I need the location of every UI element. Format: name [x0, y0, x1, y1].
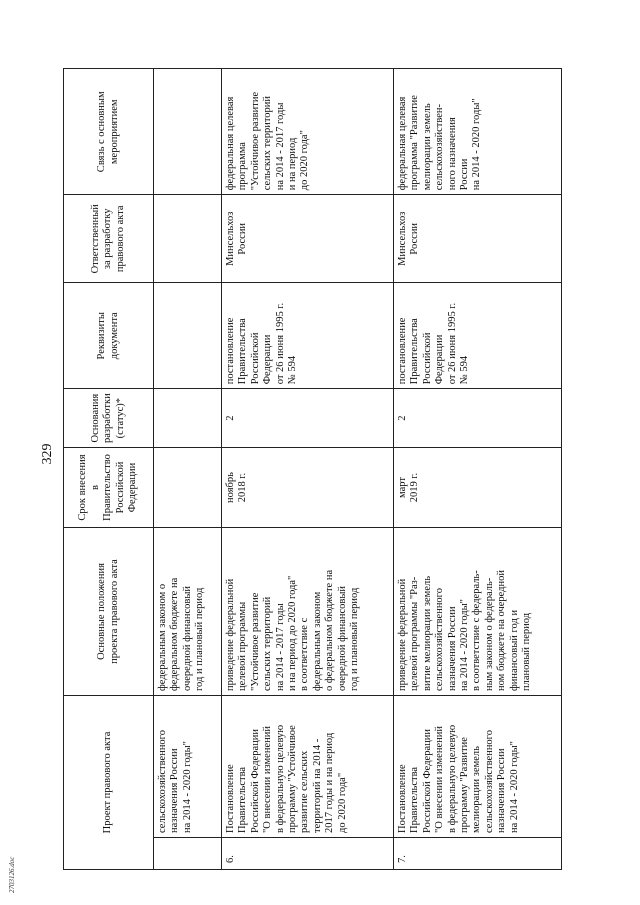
cell-requisites: постановление Правительства Российской Федерации от 26 июня 1995 г. № 594 — [222, 283, 394, 389]
header-provisions: Основные положения проекта правового акта — [64, 528, 154, 696]
cell-provisions: приведение федеральной целевой программы "Раз- витие мелиорации земель сельскохозяйственного назначения России на 2014 - 2020 годы" в соответствие с федераль- ным законом о федераль- ном бюджете на очередной финансовый год и плановый период — [394, 528, 562, 696]
cell-requisites — [154, 283, 222, 389]
legal-acts-table — [63, 68, 562, 870]
cell-link: федеральная целевая программа "Устойчивое развитие сельских территорий на 2014 - 2017 годы и на период до 2020 года" — [222, 69, 394, 195]
row-number: 7. — [394, 838, 562, 870]
cell-grounds: 2 — [394, 389, 562, 448]
table-row — [222, 69, 394, 870]
row-number: 6. — [222, 838, 394, 870]
cell-provisions: приведение федеральной целевой программы "Устойчивое развитие сельских территорий на 2014 - 2017 годы и на период до 2020 года" в соответствие с федеральным законом о федеральном бюджете на очередной финансовый год и плановый период — [222, 528, 394, 696]
row-number — [154, 838, 222, 870]
header-link: Связь с основным мероприятием — [64, 69, 154, 195]
cell-responsible: Минсельхоз России — [222, 195, 394, 283]
cell-responsible: Минсельхоз России — [394, 195, 562, 283]
cell-responsible — [154, 195, 222, 283]
table-header-row — [64, 69, 154, 870]
header-requisites: Реквизиты документа — [64, 283, 154, 389]
footer-doc-name: 2703126.doc — [8, 856, 16, 893]
cell-deadline — [154, 448, 222, 528]
header-deadline: Срок внесения в Правительство Российской Федерации — [64, 448, 154, 528]
header-grounds: Основания разработки (статус)* — [64, 389, 154, 448]
cell-project: Постановление Правительства Российской Федерации "О внесении изменений в федеральную целевую программу "Развитие мелиорации земель сельскохозяйственного назначения России на 2014 - 2020 годы" — [394, 696, 562, 838]
cell-link — [154, 69, 222, 195]
cell-link: федеральная целевая программа "Развитие мелиорации земель сельскохозяйствен- ного назначения России на 2014 - 2020 годы" — [394, 69, 562, 195]
cell-deadline: март 2019 г. — [394, 448, 562, 528]
cell-provisions: федеральным законом о федеральном бюджете на очередной финансовый год и плановый период — [154, 528, 222, 696]
table-row — [394, 69, 562, 870]
header-project: Проект правового акта — [64, 696, 154, 870]
page-number: 329 — [40, 443, 55, 465]
cell-project: Постановление Правительства Российской Федерации "О внесении изменений в федеральную целевую программу "Устойчивое развитие сельских территорий на 2014 - 2017 годы и на период до 2020 года" — [222, 696, 394, 838]
cell-grounds: 2 — [222, 389, 394, 448]
table-row — [154, 69, 222, 870]
header-responsible: Ответственный за разработку правового акта — [64, 195, 154, 283]
cell-requisites: постановление Правительства Российской Федерации от 26 июня 1995 г. № 594 — [394, 283, 562, 389]
cell-deadline: ноябрь 2018 г. — [222, 448, 394, 528]
cell-project: сельскохозяйственного назначения России на 2014 - 2020 годы" — [154, 696, 222, 838]
cell-grounds — [154, 389, 222, 448]
